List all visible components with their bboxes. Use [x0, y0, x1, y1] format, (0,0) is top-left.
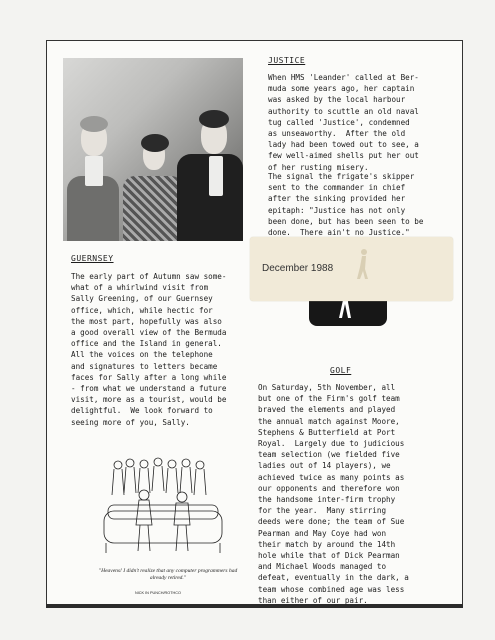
date-sticker [250, 237, 453, 301]
golf-paragraph: On Saturday, 5th November, all but one of the Firm's golf team braved the elements and played the annual match against Moore, Stephens & Butterfield at Port Royal. Largely due to judicious team selection (we fielded five ladies out of 14 players), we achieved twice as many points as our opponents and therefore won the handsome inter-firm trophy for the year. Many stirring deeds were done; the team of Sue Pearman and May Coye had won their match by around the 14th hole while that of Dick Pearman and Michael Woods managed to defeat, eventually in the dark, a team whose combined age was less than either of our pair. [258, 383, 409, 605]
justice-heading: JUSTICE [268, 56, 306, 65]
justice-paragraph-1: When HMS 'Leander' called at Ber- muda some years ago, her captain was asked by the local harbour authority to scuttle an old naval tug called 'Justice', condemned as unseaworthy. After the old lady had been towed out to see, a few well-aimed shells put her out of her rusting misery. [268, 73, 419, 172]
golf-heading: GOLF [330, 366, 352, 375]
justice-paragraph-2: The signal the frigate's skipper sent to the commander in chief after the sinking provided her epitaph: "Justice has not only been done, but has been seen to be done. There ain't no Justice." [268, 172, 424, 238]
guernsey-heading: GUERNSEY [71, 254, 114, 263]
retirement-cartoon [98, 455, 230, 575]
cartoon-credit: NICK IN PUNCH/ROTHCO [135, 591, 181, 595]
golfer-watermark-icon [346, 245, 382, 281]
guernsey-paragraph: The early part of Autumn saw some- what of a whirlwind visit from Sally Greening, of our Guernsey office, which, while hectic for the most part, hopefully was also a good overall view of the Bermuda office and the Island in general. All the voices on the telephone and signatures to letters became faces for Sally after a long while - from what we understand a future visit, more as a tourist, would be delightful. We look forward to seeing more of you, Sally. [71, 272, 227, 427]
issue-date: December 1988 [262, 263, 334, 274]
cartoon-caption: "Heavens! I didn't realize that any computer programmers had already retired." [98, 568, 238, 581]
group-photo [63, 58, 243, 241]
